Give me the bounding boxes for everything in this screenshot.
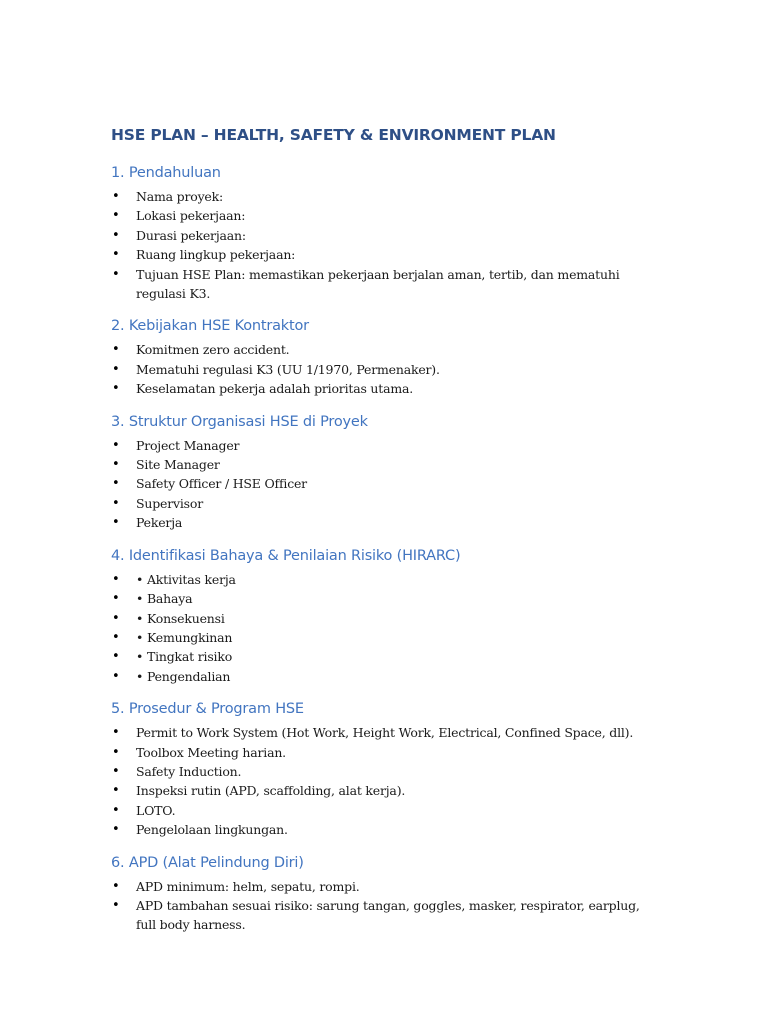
bullet-icon: • bbox=[112, 629, 120, 645]
list-item-text: Toolbox Meeting harian. bbox=[136, 744, 286, 760]
list-item-text: APD minimum: helm, sepatu, rompi. bbox=[136, 878, 360, 894]
section-heading: 3. Struktur Organisasi HSE di Proyek bbox=[111, 413, 368, 430]
list-item-text: Durasi pekerjaan: bbox=[136, 227, 246, 243]
list-item-text: Inspeksi rutin (APD, scaffolding, alat kerja). bbox=[136, 783, 406, 799]
bullet-icon: • bbox=[112, 189, 120, 204]
list-item bbox=[111, 609, 658, 628]
bullet-icon: • bbox=[112, 266, 120, 282]
list-item bbox=[111, 647, 658, 666]
bullet-icon: • bbox=[112, 437, 120, 453]
list-item bbox=[111, 360, 658, 379]
bullet-list bbox=[111, 187, 658, 303]
list-item bbox=[111, 877, 658, 896]
section-4 bbox=[111, 546, 658, 686]
bullet-icon: • bbox=[112, 381, 120, 397]
list-item-text: Pengelolaan lingkungan. bbox=[136, 822, 288, 838]
list-item bbox=[111, 206, 658, 225]
bullet-icon: • bbox=[112, 744, 120, 760]
list-item bbox=[111, 474, 658, 493]
list-item bbox=[111, 245, 658, 264]
bullet-icon: • bbox=[112, 668, 120, 684]
list-item-text: • Pengendalian bbox=[136, 668, 231, 684]
bullet-icon: • bbox=[112, 802, 120, 818]
bullet-icon: • bbox=[112, 227, 120, 243]
list-item-text: • Aktivitas kerja bbox=[136, 571, 236, 587]
list-item-text: • Bahaya bbox=[136, 591, 193, 607]
list-item bbox=[111, 781, 658, 800]
bullet-icon: • bbox=[112, 247, 120, 263]
bullet-list bbox=[111, 570, 658, 686]
bullet-icon: • bbox=[112, 361, 120, 377]
list-item-text: Keselamatan pekerja adalah prioritas utama. bbox=[136, 381, 414, 397]
bullet-icon: • bbox=[112, 897, 120, 913]
section-heading: 2. Kebijakan HSE Kontraktor bbox=[111, 318, 309, 335]
list-item-text: • Kemungkinan bbox=[136, 629, 233, 645]
bullet-icon: • bbox=[112, 495, 120, 511]
list-item bbox=[111, 801, 658, 820]
list-item-text: • Tingkat risiko bbox=[136, 649, 233, 665]
bullet-icon: • bbox=[112, 783, 120, 799]
list-item-text: • Konsekuensi bbox=[136, 610, 225, 626]
bullet-icon: • bbox=[112, 878, 120, 894]
list-item bbox=[111, 762, 658, 781]
section-heading: 6. APD (Alat Pelindung Diri) bbox=[111, 854, 304, 871]
list-item-text: Tujuan HSE Plan: memastikan pekerjaan berjalan aman, tertib, dan mematuhi regulasi K3. bbox=[136, 266, 620, 302]
bullet-icon: • bbox=[112, 342, 120, 358]
list-item bbox=[111, 340, 658, 359]
list-item-text: Pekerja bbox=[136, 515, 183, 531]
list-item-text: Site Manager bbox=[136, 457, 220, 473]
bullet-icon: • bbox=[112, 763, 120, 779]
bullet-list bbox=[111, 436, 658, 533]
list-item bbox=[111, 723, 658, 742]
bullet-icon: • bbox=[112, 725, 120, 741]
bullet-list bbox=[111, 723, 658, 839]
list-item-text: Mematuhi regulasi K3 (UU 1/1970, Permenaker). bbox=[136, 361, 440, 377]
bullet-icon: • bbox=[112, 208, 120, 224]
list-item-text: LOTO. bbox=[136, 802, 176, 818]
bullet-icon: • bbox=[112, 476, 120, 492]
section-3 bbox=[111, 412, 658, 533]
list-item-text: Permit to Work System (Hot Work, Height Work, Electrical, Confined Space, dll). bbox=[136, 725, 634, 741]
list-item bbox=[111, 379, 658, 398]
list-item bbox=[111, 820, 658, 839]
bullet-icon: • bbox=[112, 649, 120, 665]
section-heading: 5. Prosedur & Program HSE bbox=[111, 701, 304, 718]
bullet-icon: • bbox=[112, 457, 120, 473]
list-item-text: Safety Induction. bbox=[136, 763, 242, 779]
document-title: HSE PLAN – HEALTH, SAFETY & ENVIRONMENT PLAN bbox=[111, 126, 556, 144]
list-item bbox=[111, 628, 658, 647]
list-item bbox=[111, 743, 658, 762]
bullet-list bbox=[111, 877, 658, 935]
list-item-text: Project Manager bbox=[136, 437, 240, 453]
list-item-text: Komitmen zero accident. bbox=[136, 342, 290, 358]
list-item bbox=[111, 455, 658, 474]
section-6 bbox=[111, 853, 658, 935]
section-1 bbox=[111, 163, 658, 303]
section-heading: 1. Pendahuluan bbox=[111, 165, 221, 181]
list-item-text: Ruang lingkup pekerjaan: bbox=[136, 247, 296, 263]
section-2 bbox=[111, 316, 658, 398]
bullet-icon: • bbox=[112, 591, 120, 607]
list-item bbox=[111, 226, 658, 245]
list-item bbox=[111, 667, 658, 686]
bullet-icon: • bbox=[112, 610, 120, 626]
bullet-list bbox=[111, 340, 658, 398]
bullet-icon: • bbox=[112, 515, 120, 531]
bullet-icon: • bbox=[112, 571, 120, 587]
list-item bbox=[111, 896, 658, 935]
section-heading: 4. Identifikasi Bahaya & Penilaian Risiko (HIRARC) bbox=[111, 547, 461, 564]
bullet-icon: • bbox=[112, 822, 120, 838]
list-item-text: APD tambahan sesuai risiko: sarung tangan, goggles, masker, respirator, earplug, full body harness. bbox=[136, 897, 640, 933]
list-item bbox=[111, 494, 658, 513]
list-item-text: Safety Officer / HSE Officer bbox=[136, 476, 307, 492]
list-item bbox=[111, 265, 658, 304]
list-item-text: Nama proyek: bbox=[136, 189, 224, 204]
list-item bbox=[111, 513, 658, 532]
list-item bbox=[111, 436, 658, 455]
list-item bbox=[111, 187, 658, 206]
list-item-text: Lokasi pekerjaan: bbox=[136, 208, 246, 224]
list-item bbox=[111, 570, 658, 589]
section-5 bbox=[111, 699, 658, 839]
list-item-text: Supervisor bbox=[136, 495, 203, 511]
list-item bbox=[111, 589, 658, 608]
